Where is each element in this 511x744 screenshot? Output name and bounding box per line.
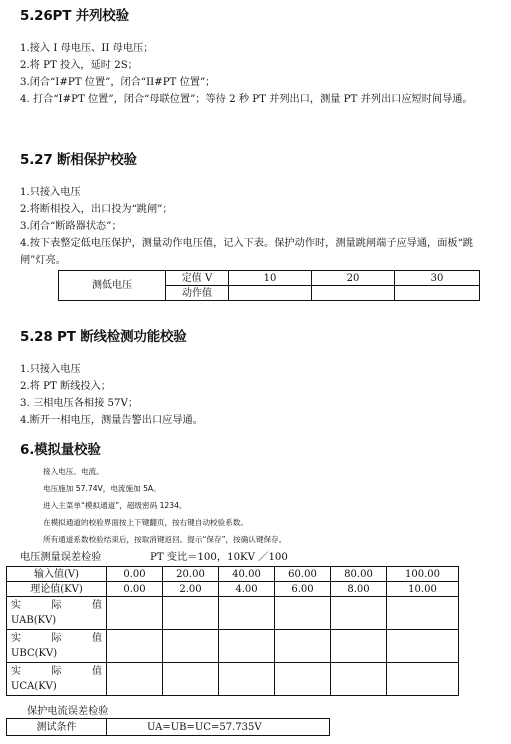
actual-cell xyxy=(387,597,459,630)
condition-label: 测试条件 xyxy=(7,719,107,736)
actual-uca-label: 实际值 UCA(KV) xyxy=(7,663,107,696)
actual-cell xyxy=(275,630,331,663)
action-cell xyxy=(395,286,480,301)
input-value: 80.00 xyxy=(331,567,387,582)
voltage-error-table xyxy=(6,566,459,696)
input-value: 0.00 xyxy=(107,567,163,582)
actual-cell xyxy=(275,597,331,630)
s526-item-1: 1.接入 I 母电压、II 母电压； xyxy=(20,43,154,54)
input-value: 40.00 xyxy=(219,567,275,582)
actual-cell xyxy=(387,663,459,696)
s6-step-3: 进入主菜单“模拟通道”，超级密码 1234。 xyxy=(43,501,187,510)
actual-cell xyxy=(331,597,387,630)
s528-item-4: 4.断开一相电压，测量告警出口应导通。 xyxy=(20,415,203,426)
actual-cell xyxy=(219,630,275,663)
s527-item-3: 3.闭合“断路器状态”； xyxy=(20,221,122,232)
actual-cell xyxy=(163,630,219,663)
section-5-27-title: 5.27 断相保护校验 xyxy=(20,152,137,168)
actual-cell xyxy=(107,630,163,663)
s6-step-2: 电压施加 57.74V，电流施加 5A。 xyxy=(43,484,161,493)
section-5-26-title: 5.26PT 并列校验 xyxy=(20,8,129,24)
s527-item-1: 1.只接入电压 xyxy=(20,187,81,198)
actual-uab-label: 实际值 UAB(KV) xyxy=(7,597,107,630)
s6-step-5: 所有通道系数校验结束后，按取消键返回。提示“保存”，按确认键保存。 xyxy=(43,535,287,544)
s528-item-1: 1.只接入电压 xyxy=(20,364,81,375)
theory-value: 8.00 xyxy=(331,582,387,597)
actual-cell xyxy=(219,597,275,630)
actual-cell xyxy=(219,663,275,696)
pt-ratio: PT 变比＝100，10KV ／100 xyxy=(150,552,288,563)
actual-cell xyxy=(107,663,163,696)
theory-value: 6.00 xyxy=(275,582,331,597)
action-cell xyxy=(312,286,395,301)
s6-step-4: 在模拟通道的校验界面按上下键翻页，按右键自动校验系数。 xyxy=(43,518,249,527)
input-value: 20.00 xyxy=(163,567,219,582)
s6-step-1: 接入电压、电流。 xyxy=(43,467,104,476)
setting-value: 10 xyxy=(229,271,312,286)
current-caption: 保护电流误差检验 xyxy=(27,706,109,717)
actual-cell xyxy=(107,597,163,630)
actual-cell xyxy=(387,630,459,663)
condition-value: UA=UB=UC=57.735V xyxy=(107,719,330,736)
actual-cell xyxy=(163,597,219,630)
actual-cell xyxy=(163,663,219,696)
actual-cell xyxy=(331,630,387,663)
s528-item-3: 3. 三相电压各相接 57V； xyxy=(20,398,139,409)
action-cell xyxy=(229,286,312,301)
s527-item-2: 2.将断相投入，出口投为“跳闸”； xyxy=(20,204,173,215)
action-label: 动作值 xyxy=(166,286,229,301)
theory-value: 10.00 xyxy=(387,582,459,597)
current-test-table xyxy=(6,718,330,736)
setting-value: 30 xyxy=(395,271,480,286)
setting-label: 定值 V xyxy=(166,271,229,286)
s526-item-3: 3.闭合“I#PT 位置”，闭合“II#PT 位置”； xyxy=(20,77,216,88)
actual-cell xyxy=(275,663,331,696)
s526-item-4: 4. 打合“I#PT 位置”，闭合“母联位置”；等待 2 秒 PT 并列出口，测量 PT 并列出口应短时间导通。 xyxy=(20,94,473,105)
input-value: 100.00 xyxy=(387,567,459,582)
theory-value: 0.00 xyxy=(107,582,163,597)
actual-cell xyxy=(331,663,387,696)
input-value: 60.00 xyxy=(275,567,331,582)
s526-item-2: 2.将 PT 投入，延时 2S； xyxy=(20,60,138,71)
theory-value: 4.00 xyxy=(219,582,275,597)
low-voltage-table xyxy=(58,270,480,301)
section-5-28-title: 5.28 PT 断线检测功能校验 xyxy=(20,329,187,345)
setting-value: 20 xyxy=(312,271,395,286)
voltage-caption: 电压测量误差检验 xyxy=(20,552,102,563)
s528-item-2: 2.将 PT 断线投入； xyxy=(20,381,111,392)
theory-value: 2.00 xyxy=(163,582,219,597)
section-6-title: 6.模拟量校验 xyxy=(20,442,101,458)
s527-item-4: 4.按下表整定低电压保护，测量动作电压值，记入下表。保护动作时，测量跳闸端子应导通，面板“跳闸”灯亮。 xyxy=(20,238,473,266)
actual-ubc-label: 实际值 UBC(KV) xyxy=(7,630,107,663)
theory-label: 理论值(KV) xyxy=(7,582,107,597)
input-label: 输入值(V) xyxy=(7,567,107,582)
row-label: 测低电压 xyxy=(59,271,166,301)
